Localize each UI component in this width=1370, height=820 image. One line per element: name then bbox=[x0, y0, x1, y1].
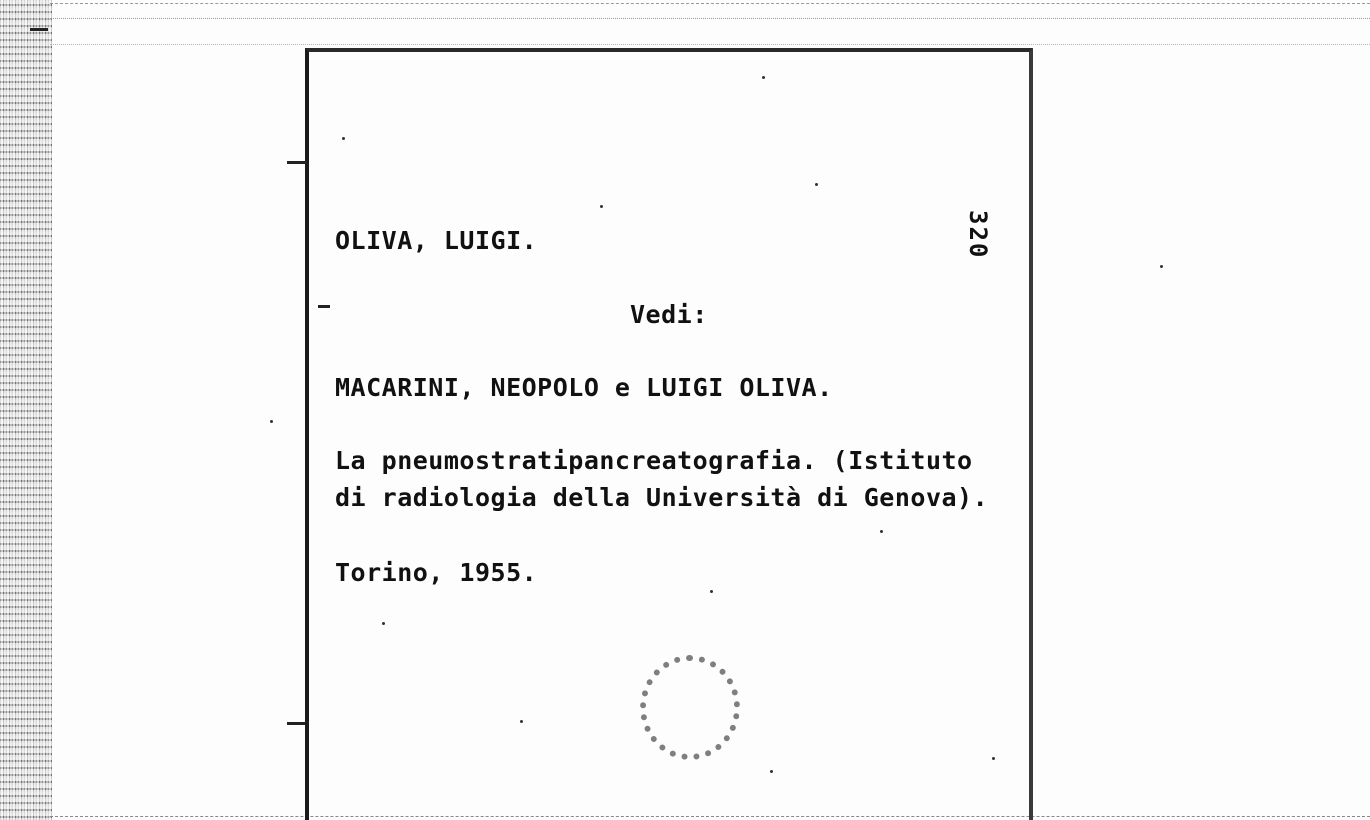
reference-entry: MACARINI, NEOPOLO e LUIGI OLIVA. bbox=[335, 373, 833, 402]
speck bbox=[382, 622, 385, 625]
imprint: Torino, 1955. bbox=[335, 558, 538, 587]
title-line: di radiologia della Università di Genova). bbox=[335, 483, 989, 512]
divider bbox=[50, 3, 1370, 4]
title-line: La pneumostratipancreatografia. (Istituto bbox=[335, 446, 973, 475]
speck bbox=[270, 420, 273, 423]
speck bbox=[815, 183, 818, 186]
speck bbox=[1160, 265, 1163, 268]
speck bbox=[770, 770, 773, 773]
speck bbox=[880, 530, 883, 533]
ink-smudge bbox=[640, 655, 740, 760]
divider bbox=[50, 44, 1370, 45]
speck bbox=[520, 720, 523, 723]
speck bbox=[762, 76, 765, 79]
margin-mark bbox=[287, 161, 307, 164]
speck bbox=[342, 137, 345, 140]
author-heading: OLIVA, LUIGI. bbox=[335, 226, 538, 255]
margin-mark bbox=[287, 722, 305, 725]
speck bbox=[600, 205, 603, 208]
speck bbox=[710, 590, 713, 593]
call-number: 320 bbox=[964, 210, 992, 260]
divider bbox=[50, 18, 1370, 19]
see-reference-label: Vedi: bbox=[630, 300, 708, 329]
margin-mark bbox=[30, 28, 48, 31]
speck bbox=[992, 757, 995, 760]
scanner-edge bbox=[0, 0, 52, 820]
margin-mark bbox=[318, 305, 330, 308]
